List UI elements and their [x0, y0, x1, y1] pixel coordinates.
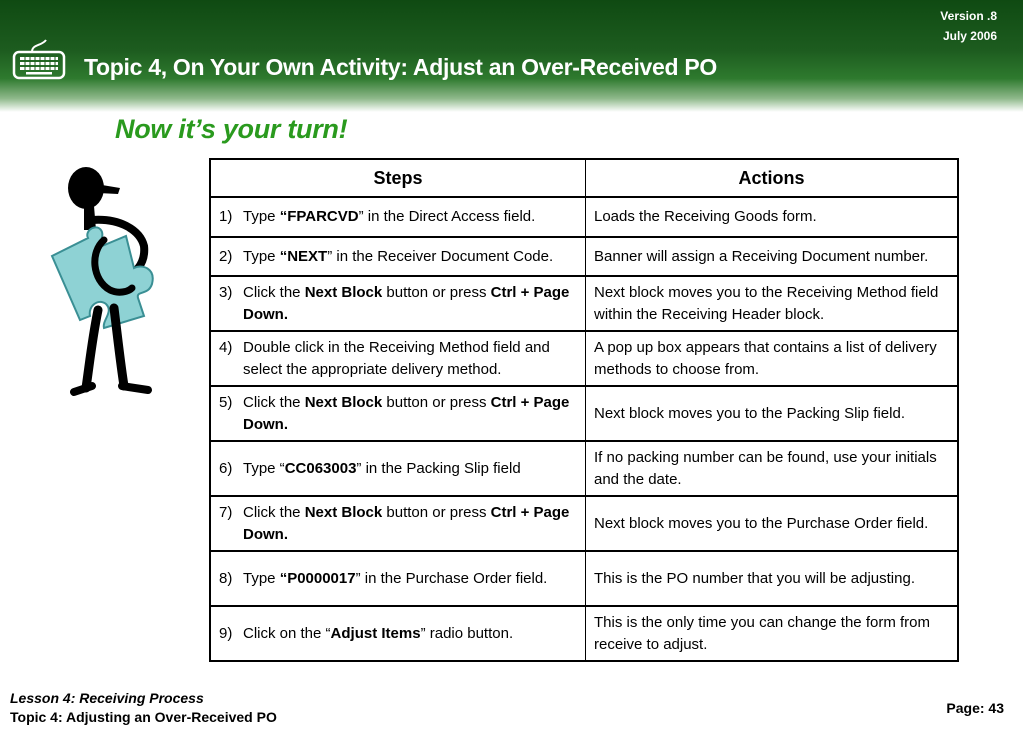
step-number: 4): [219, 338, 233, 356]
footer-topic: Topic 4: Adjusting an Over-Received PO: [10, 709, 277, 725]
step-text-segment: Type: [243, 247, 280, 265]
action-cell: Next block moves you to the Purchase Order field.: [586, 496, 959, 551]
actions-column-header: Actions: [586, 159, 959, 197]
step-bold-segment: Next Block: [304, 393, 383, 411]
action-cell: Next block moves you to the Packing Slip field.: [586, 386, 959, 441]
step-text-segment: ” in the Direct Access field.: [358, 208, 536, 225]
action-cell: Next block moves you to the Receiving Method field within the Receiving Header block.: [586, 276, 959, 331]
table-row: [210, 441, 958, 496]
step-text-segment: button or press: [382, 393, 491, 411]
step-text-segment: ” in the Purchase Order field.: [355, 569, 548, 587]
step-text-segment: Type: [243, 569, 280, 587]
step-text: [243, 282, 577, 326]
step-cell: [210, 276, 586, 331]
step-text: [243, 568, 577, 590]
action-cell: A pop up box appears that contains a list of delivery methods to choose from.: [586, 331, 959, 386]
step-text-segment: Click on the “: [243, 624, 331, 642]
step-bold-segment: Ctrl + Page Down.: [243, 503, 570, 543]
step-number: 9): [219, 624, 233, 642]
step-bold-segment: “P0000017: [279, 569, 356, 587]
slide-title: Topic 4, On Your Own Activity: Adjust an Over-Received PO: [84, 54, 717, 80]
step-text-segment: Click the: [243, 283, 305, 301]
step-bold-segment: Adjust Items: [330, 624, 421, 642]
action-cell: Loads the Receiving Goods form.: [586, 197, 959, 237]
step-bold-segment: Ctrl + Page Down.: [243, 283, 570, 323]
version-label: Version .8: [940, 9, 997, 23]
step-text: [243, 246, 577, 268]
step-text-segment: Click the: [243, 393, 305, 411]
footer-info: [10, 689, 277, 727]
slide-subtitle: Now it’s your turn!: [115, 114, 348, 144]
step-text: [243, 502, 577, 546]
puzzle-figure-icon: [40, 160, 170, 400]
step-text-segment: Type “: [243, 459, 285, 477]
steps-column-header: Steps: [210, 159, 586, 197]
action-cell: Banner will assign a Receiving Document number.: [586, 237, 959, 276]
step-cell: [210, 197, 586, 237]
step-bold-segment: CC063003: [284, 459, 357, 477]
step-text-segment: button or press: [382, 283, 491, 301]
step-cell: [210, 551, 586, 606]
step-cell: [210, 606, 586, 661]
step-text-segment: Double click in the Receiving Method field and select the appropriate delivery method.: [243, 338, 550, 378]
step-number: 3): [219, 283, 233, 301]
step-text: [243, 337, 577, 381]
step-bold-segment: Next Block: [304, 503, 383, 521]
table-row: [210, 551, 958, 606]
table-row: [210, 197, 958, 237]
step-number: 2): [219, 247, 233, 265]
step-number: 1): [219, 208, 233, 225]
table-header-row: [210, 159, 958, 197]
page-number: Page: 43: [946, 700, 1004, 716]
step-cell: [210, 237, 586, 276]
action-cell: This is the PO number that you will be adjusting.: [586, 551, 959, 606]
table-row: [210, 606, 958, 661]
version-info: [940, 6, 997, 46]
footer-lesson: Lesson 4: Receiving Process: [10, 690, 204, 706]
step-text: [243, 623, 577, 645]
table-row: [210, 496, 958, 551]
table-row: [210, 237, 958, 276]
step-cell: [210, 441, 586, 496]
step-number: 8): [219, 569, 233, 587]
step-text-segment: button or press: [382, 503, 491, 521]
step-text-segment: Click the: [243, 503, 305, 521]
step-bold-segment: Next Block: [304, 283, 383, 301]
slide-header: [0, 0, 1023, 112]
step-cell: [210, 386, 586, 441]
table-row: [210, 386, 958, 441]
step-text-segment: ” radio button.: [420, 624, 514, 642]
step-bold-segment: Ctrl + Page Down.: [243, 393, 570, 433]
step-number: 5): [219, 393, 233, 411]
step-text: [243, 458, 577, 480]
step-bold-segment: “FPARCVD: [279, 208, 359, 225]
step-cell: [210, 496, 586, 551]
step-number: 7): [219, 503, 233, 521]
step-number: 6): [219, 459, 233, 477]
action-cell: If no packing number can be found, use your initials and the date.: [586, 441, 959, 496]
action-cell: This is the only time you can change the form from receive to adjust.: [586, 606, 959, 661]
keyboard-icon: [12, 38, 66, 80]
step-cell: [210, 331, 586, 386]
step-text-segment: ” in the Receiver Document Code.: [327, 247, 554, 265]
step-text-segment: ” in the Packing Slip field: [356, 459, 521, 477]
step-text: [243, 392, 577, 436]
step-text: [243, 206, 577, 228]
step-text-segment: Type: [243, 208, 280, 225]
table-row: [210, 276, 958, 331]
steps-table: [209, 158, 959, 662]
table-row: [210, 331, 958, 386]
version-date: July 2006: [942, 29, 997, 43]
step-bold-segment: “NEXT: [279, 247, 328, 265]
